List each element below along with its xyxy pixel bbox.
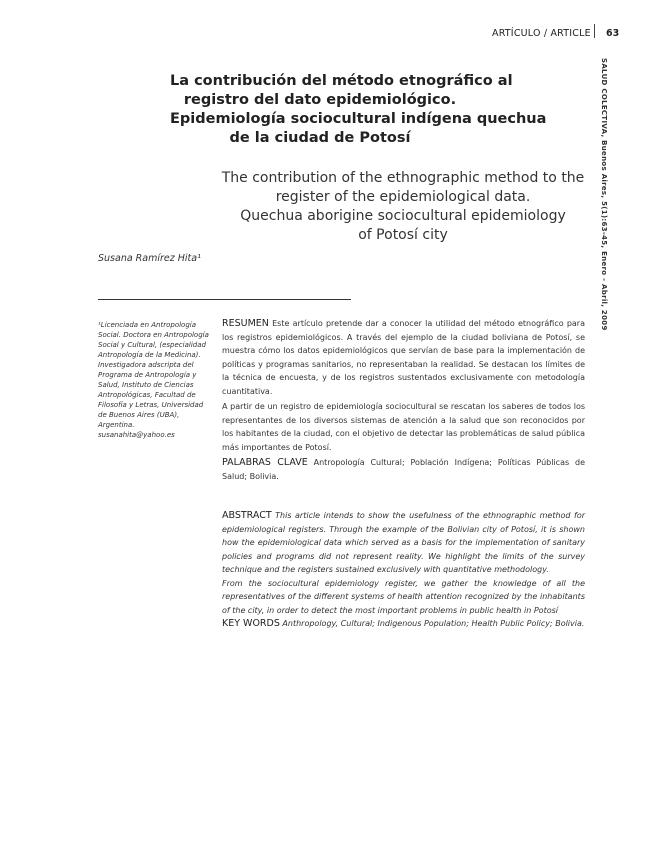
resumen-text: Este artículo pretende dar a conocer la utilidad del método etnográfico para los registros epidemiológicos. A través del ejemplo de la ciudad boliviana de Potosí, se muestra cómo los datos epidemiológicos que servían de base para la implementación de políticas y programas sanitarios, no representaban la realidad. Se destacan los límites de la técnica de encuesta, y de los registros sustentados exclusivamente con metodología cuantitativa. [222,319,585,396]
key-words [222,617,585,631]
resumen-label: RESUMEN [222,318,269,329]
palabras-clave-text: Antropología Cultural; Población Indígena; Políticas Públicas de Salud; Bolivia. [222,458,585,481]
abstract-paragraph-2: From the sociocultural epidemiology register, we gather the knowledge of all the representatives of the different systems of health attention recognized by the inhabitants of the city, in order to detect the most important problems in public health in Potosí [222,578,585,615]
title-es-line: Epidemiología sociocultural indígena quechua [170,111,547,127]
palabras-clave [222,456,585,483]
resumen-paragraph [222,317,585,398]
title-es-line: La contribución del método etnográfico al [170,73,513,89]
resumen-block [222,317,585,485]
title-en-line: Quechua aborigine sociocultural epidemiology [240,208,566,224]
abstract-text: This article intends to show the usefulness of the ethnographic method for epidemiological registers. Through the example of the Bolivian city of Potosí, it is shown how the epidemiological data which served as a basis for the implementation of sanitary policies and programs did not represent reality. We highlight the limits of the survey technique and the registers sustained exclusively with quantitative methodology. [222,511,585,574]
abstract-paragraph [222,509,585,577]
title-es-line: registro del dato epidemiológico. [183,92,457,108]
key-words-label: KEY WORDS [222,618,280,629]
section-label: ARTÍCULO / ARTICLE [492,28,591,39]
resumen-paragraph-2: A partir de un registro de epidemiología sociocultural se rescatan los saberes de todos los representantes de los diversos sistemas de atención a la salud que son reconocidos por los habitantes de la ciudad, con el objetivo de detectar las problemáticas de salud pública más importantes de Potosí. [222,402,585,452]
journal-citation: SALUD COLECTIVA, Buenos Aires, 5(1):63-45, Enero - Abril, 2009 [600,58,608,331]
title-en-line: of Potosí city [358,227,448,243]
title-en-line: register of the epidemiological data. [275,189,531,205]
palabras-clave-label: PALABRAS CLAVE [222,457,308,468]
author-affiliation: ¹Licenciada en Antropología Social. Doctora en Antropología Social y Cultural, (especialidad Antropología de la Medicina). Investigadora adscripta del Programa de Antropología y Salud, Instituto de Ciencias Antropológicas, Facultad de Filosofía y Letras, Universidad de Buenos Aires (UBA), Argentina. susanahita@yahoo.es [98,321,209,439]
author-name: Susana Ramírez Hita¹ [98,253,201,264]
title-es-line: de la ciudad de Potosí [229,130,411,146]
key-words-text: Anthropology, Cultural; Indigenous Population; Health Public Policy; Bolivia. [282,619,585,628]
title-english [198,169,608,245]
abstract-label: ABSTRACT [222,510,272,521]
title-en-line: The contribution of the ethnographic method to the [221,170,585,186]
title-spanish [170,72,547,148]
page-number: 63 [606,28,620,39]
abstract-block [222,509,585,631]
header-divider [594,24,595,38]
author-divider [98,299,351,300]
